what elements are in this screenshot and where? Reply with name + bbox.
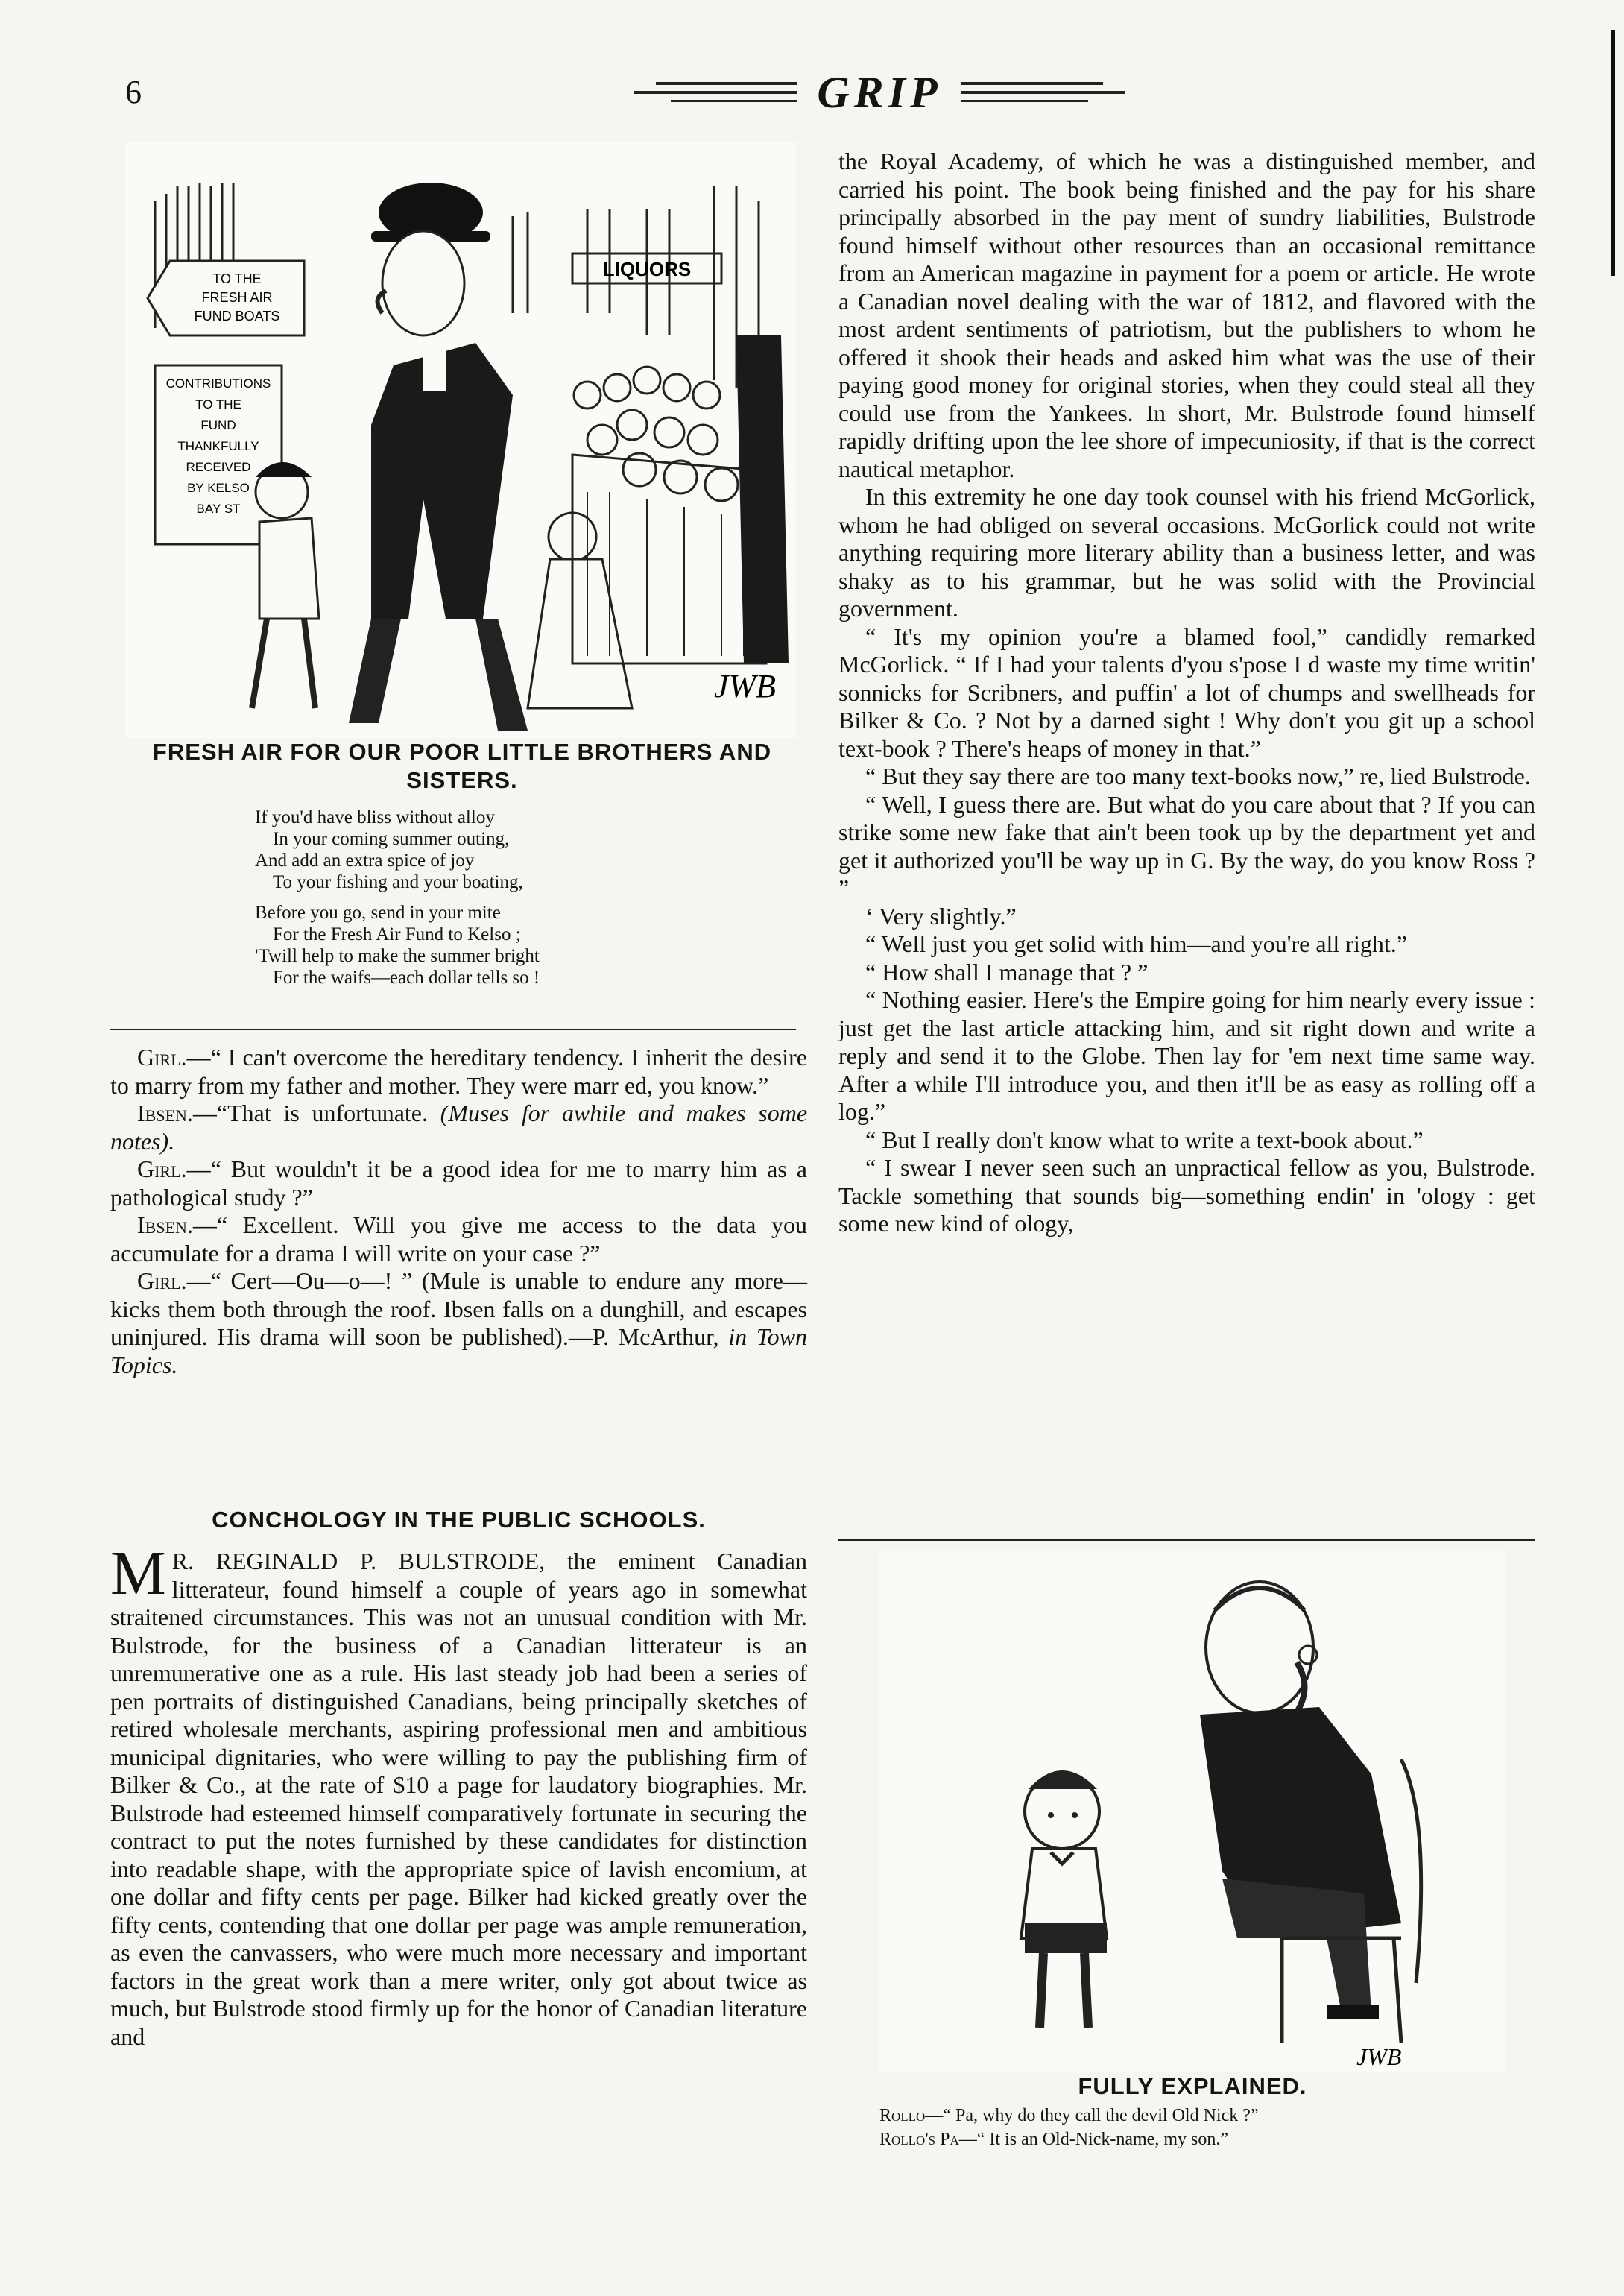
dialogue: —“ Excellent. Will you give me access to the data you accumulate for a drama I will write on your case ?”	[110, 1211, 807, 1267]
opening-text: R. REGINALD P. BULSTRODE, the eminent Canadian litterateur, found himself a couple of years ago in somewhat straitened circumstances. This was not an unusual condition with Mr. Bulstrode, for the business of a Canadian litterateur is an unremunerative one as a rule. His last steady job had been a series of pen portraits of distinguished Canadians, being principally sketches of retired wholesale merchants, aspiring professional men and ambitious municipal dignitaries, who were willing to pay the publishing firm of Bilker & Co., at the rate of $10 a page for laudatory biographies. Mr. Bulstrode had esteemed himself comparatively fortunate in securing the contract to put the notes furnished by these candidates for distinction into readable shape, with the appropriate spice of lavish encomium, at one dollar and fifty cents per page. Bilker had kicked greatly over the fifty cents, contending that one dollar per page was ample remuneration, as even the canvassers, who were much more necessary and important factors in the great work than a mere writer, only got about twice as much, but Bulstrode stood firmly up for the honor of Canadian literature and	[110, 1548, 807, 2050]
drop-cap: M	[110, 1539, 166, 1608]
body-paragraph: ‘ Very slightly.”	[865, 902, 1017, 930]
fresh-air-title: FRESH AIR FOR OUR POOR LITTLE BROTHERS AND SISTERS.	[152, 739, 772, 793]
masthead	[634, 69, 1125, 121]
sign-line: TO THE	[212, 271, 262, 286]
conchology-continued	[838, 148, 1535, 1238]
sign-line: FUND BOATS	[194, 309, 280, 324]
body-paragraph: “ It's my opinion you're a blamed fool,” candidly remarked McGorlick. “ If I had your talents d'you s'pose I d waste my time writin' sonnicks for Scribners, and puffin' a lot of chumps and swellheads for Bilker & Co. ? Not by a darned sight ! Why don't you git up a school text-book ? There's heaps of money in that.”	[838, 622, 1535, 762]
notice-line: FUND	[200, 418, 236, 432]
speaker: Rollo's Pa	[879, 2130, 959, 2149]
dialogue: —“That is unfortunate.	[192, 1100, 428, 1126]
speaker: Rollo	[879, 2106, 926, 2125]
poem-line: For the Fresh Air Fund to Kelso ;	[273, 924, 521, 944]
body-paragraph: the Royal Academy, of which he was a distinguished member, and carried his point. The book being finished and the pay for his share principally absorbed in the pay ment of sundry liabilities, Bulstrode found himself without other resources than an occasional remittance from an American magazine in payment for a poem or article. He wrote a Canadian novel dealing with the war of 1812, and flavored with the most ardent sentiments of patriotism, but the publishers to whom he offered it shook their heads and asked him what was the use of their paying good money for original stories, when they could steal all they could use from the Yankees. In short, Mr. Bulstrode found himself rapidly drifting upon the lee shore of impecuniosity, if that is the correct nautical metaphor.	[838, 148, 1535, 482]
stage-direction: (Muses for awhile and makes some notes).	[110, 1100, 808, 1155]
body-paragraph: “ But I really don't know what to write a text-book about.”	[865, 1126, 1424, 1153]
dialogue: —“ Cert—Ou—o—! ” (Mule is unable to endure any more—kicks them both through the roof. Ibsen falls on a dunghill, and escapes uninjured. His drama will soon be published).—P. McArthur,	[110, 1267, 807, 1350]
notice-line: RECEIVED	[186, 460, 251, 474]
ibsen-paragraph	[110, 1044, 807, 1100]
caption-line	[879, 2128, 1520, 2151]
dialogue: —“ Pa, why do they call the devil Old Nick ?”	[925, 2106, 1259, 2125]
poem-line: Before you go, send in your mite	[255, 903, 501, 923]
poem-line: 'Twill help to make the summer bright	[255, 946, 540, 966]
street-scene-drawing	[125, 142, 796, 738]
speaker: Girl.	[137, 1044, 187, 1070]
notice-line: CONTRIBUTIONS	[165, 376, 271, 391]
notice-line: THANKFULLY	[177, 439, 259, 453]
dialogue: —“ It is an Old-Nick-name, my son.”	[958, 2130, 1228, 2149]
dialogue: —“ I can't overcome the hereditary tendency. I inherit the desire to marry from my father and mother. They were marr ed, you know.”	[110, 1044, 807, 1099]
notice-line: BAY ST	[196, 502, 241, 516]
masthead-title: GRIP	[817, 68, 942, 117]
father-son-drawing	[879, 1551, 1505, 2072]
conchology-opening	[110, 1539, 807, 2051]
poem-line: If you'd have bliss without alloy	[255, 807, 495, 827]
caption-line	[879, 2104, 1520, 2128]
speaker: Girl.	[137, 1267, 187, 1294]
notice-line: BY KELSO	[187, 481, 250, 495]
speaker: Ibsen.	[137, 1211, 193, 1238]
dialogue: —“ But wouldn't it be a good idea for me to marry him as a pathological study ?”	[110, 1155, 807, 1211]
body-paragraph: “ Nothing easier. Here's the Empire going for him nearly every issue : just get the last article attacking him, and sit right down and write a reply and send it to the Globe. Then lay for 'em next time same way. After a while I'll introduce you, and then it'll be as easy as rolling off a log.”	[838, 986, 1535, 1125]
speaker: Ibsen.	[137, 1100, 193, 1126]
body-paragraph: “ How shall I manage that ? ”	[865, 958, 1149, 985]
right-edge-rule	[1611, 30, 1615, 276]
fully-explained-title: FULLY EXPLAINED.	[1078, 2073, 1307, 2099]
speaker: Girl.	[137, 1155, 187, 1182]
ibsen-paragraph	[110, 1211, 807, 1267]
body-paragraph: “ Well just you get solid with him—and you're all right.”	[865, 930, 1407, 957]
body-paragraph: In this extremity he one day took counsel with his friend McGorlick, whom he had obliged on several occasions. McGorlick could not write anything requiring more literary ability than a business letter, and was shaky as to his grammar, but he was solid with the Provincial government.	[838, 483, 1535, 622]
fully-explained-illustration	[879, 1551, 1505, 2072]
body-paragraph: “ Well, I guess there are. But what do you care about that ? If you can strike some new fake that ain't been took up by the department yet and get it authorized you'll be way up in G. By the way, do you know Ross ? ”	[838, 790, 1535, 901]
fully-explained-caption	[879, 2104, 1520, 2151]
ibsen-paragraph	[110, 1100, 807, 1155]
notice-line: TO THE	[195, 397, 241, 411]
ibsen-article	[110, 1044, 807, 1379]
poem-line: And add an extra spice of joy	[255, 851, 475, 871]
fresh-air-poem	[255, 807, 792, 988]
shop-sign: LIQUORS	[602, 258, 692, 280]
poem-line: In your coming summer outing,	[273, 829, 510, 849]
source-credit: in Town Topics.	[110, 1323, 808, 1378]
section-divider	[838, 1539, 1535, 1541]
poem-line: For the waifs—each dollar tells so !	[273, 968, 540, 988]
conchology-title: CONCHOLOGY IN THE PUBLIC SCHOOLS.	[212, 1507, 706, 1533]
opening-paragraph	[110, 1539, 807, 2051]
body-paragraph: “ I swear I never seen such an unpractical fellow as you, Bulstrode. Tackle something that sounds big—something endin' in 'ology : get some new kind of ology,	[838, 1154, 1535, 1237]
sign-line: FRESH AIR	[201, 290, 273, 305]
fresh-air-illustration	[125, 142, 796, 738]
illustration-signature: JWB	[714, 668, 777, 704]
body-paragraph: “ But they say there are too many text-books now,” re, lied Bulstrode.	[865, 763, 1531, 789]
page-number: 6	[125, 74, 142, 110]
illustration-signature: JWB	[1356, 2043, 1402, 2070]
ibsen-paragraph	[110, 1267, 807, 1379]
section-divider	[110, 1029, 796, 1030]
poem-line: To your fishing and your boating,	[273, 872, 523, 892]
ibsen-paragraph	[110, 1155, 807, 1211]
